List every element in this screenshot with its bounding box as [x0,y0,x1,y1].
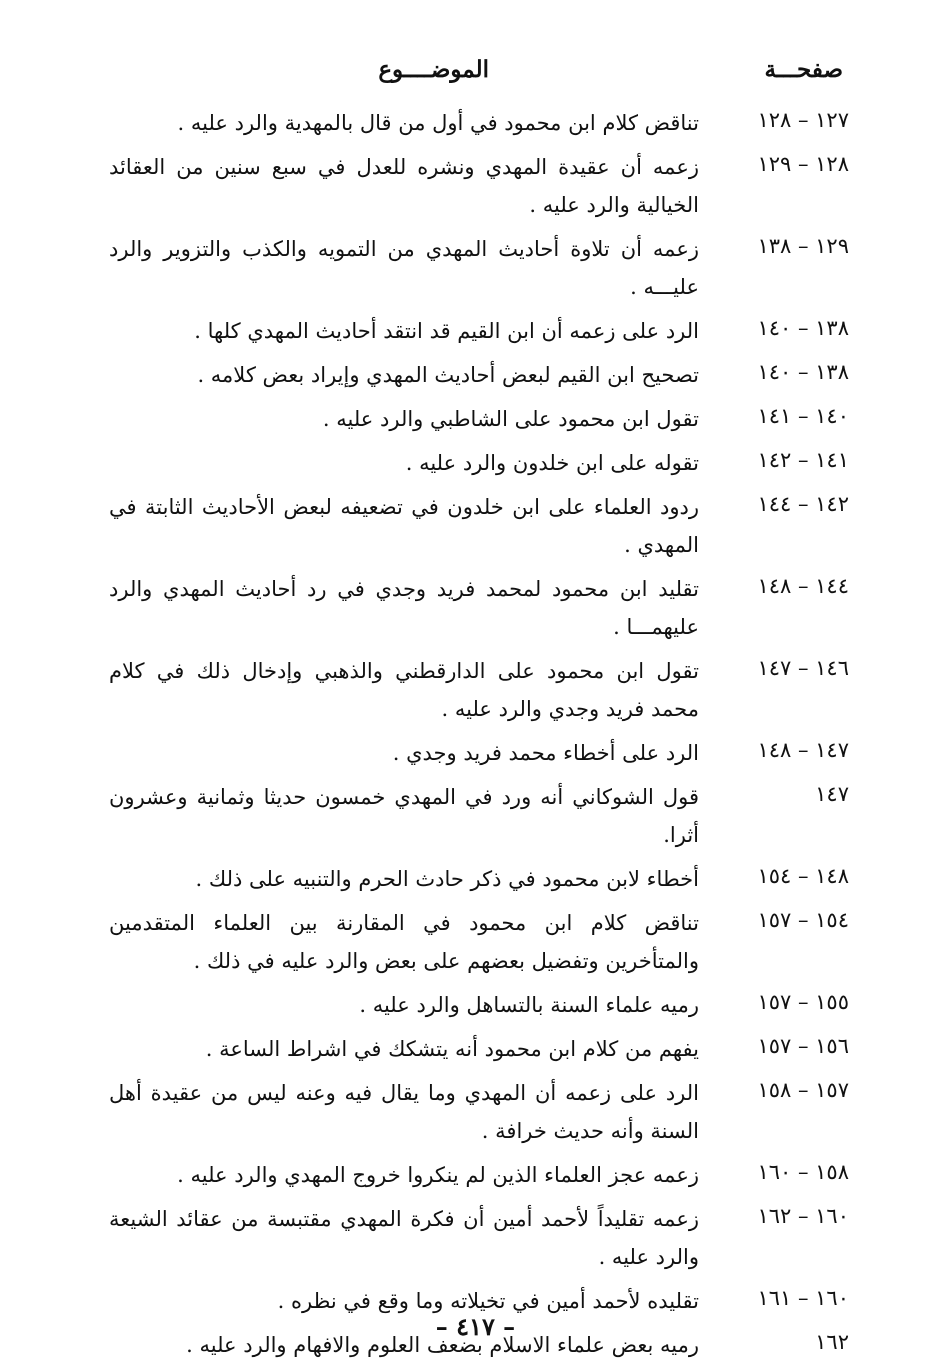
table-row [0,1074,951,1150]
table-row [0,986,951,1024]
table-row [0,652,951,728]
table-row [0,570,951,646]
page-range: ١٤٧ – ١٤٨ [757,738,849,762]
table-row [0,230,951,306]
page-range: ١٦٠ – ١٦٢ [757,1204,849,1228]
page-range: ١٢٩ – ١٣٨ [757,234,849,258]
topic-text: ردود العلماء على ابن خلدون في تضعيفه لبعض الأحاديث الثابتة في المهدي . [109,495,699,557]
table-row [0,104,951,142]
table-row [0,1200,951,1276]
page-range: ١٤٦ – ١٤٧ [757,656,849,680]
table-row [0,734,951,772]
topic-text: يفهم من كلام ابن محمود أنه يتشكك في اشراط الساعة . [205,1037,699,1061]
page-range: ١٥٤ – ١٥٧ [757,908,849,932]
contents-list [0,104,951,1370]
topic-text: رميه علماء السنة بالتساهل والرد عليه . [359,993,699,1017]
topic-text: أخطاء لابن محمود في ذكر حادث الحرم والتنبيه على ذلك . [195,867,699,891]
topic-text: زعمه تقليداً لأحمد أمين أن فكرة المهدي مقتبسة من عقائد الشيعة والرد عليه . [109,1207,699,1269]
page-range: ١٢٧ – ١٢٨ [757,108,849,132]
table-row [0,356,951,394]
page-range: ١٣٨ – ١٤٠ [757,316,849,340]
topic-text: تناقض كلام ابن محمود في أول من قال بالمهدية والرد عليه . [177,111,699,135]
page-range: ١٤٠ – ١٤١ [757,404,849,428]
page-range: ١٤٤ – ١٤٨ [757,574,849,598]
topic-text: تقول ابن محمود على الشاطبي والرد عليه . [322,407,699,431]
topic-text: رميه بعض علماء الاسلام بضعف العلوم والافهام والرد عليه . [186,1333,699,1357]
page-range: ١٦٠ – ١٦١ [757,1286,849,1310]
topic-text: زعمه أن عقيدة المهدي ونشره للعدل في سبع سنين من العقائد الخيالية والرد عليه . [109,155,699,217]
table-row [0,312,951,350]
topic-text: تقوله على ابن خلدون والرد عليه . [405,451,699,475]
page-range: ١٥٧ – ١٥٨ [757,1078,849,1102]
page-range: ١٥٨ – ١٦٠ [757,1160,849,1184]
topic-text: الرد على زعمه أن المهدي وما يقال فيه وعنه ليس من عقيدة أهل السنة وأنه حديث خرافة . [109,1081,699,1143]
table-row [0,444,951,482]
topic-text: زعمه أن تلاوة أحاديث المهدي من التمويه والكذب والتزوير والرد عليـــه . [109,237,699,299]
page-range: ١٥٦ – ١٥٧ [757,1034,849,1058]
topic-text: تقليد ابن محمود لمحمد فريد وجدي في رد أحاديث المهدي والرد عليهمـــا . [109,577,699,639]
topic-text: تصحيح ابن القيم لبعض أحاديث المهدي وإيراد بعض كلامه . [197,363,699,387]
page-range: ١٤٧ [815,782,849,806]
table-row [0,904,951,980]
page-range: ١٤٨ – ١٥٤ [757,864,849,888]
topic-text: الرد على أخطاء محمد فريد وجدي . [392,741,699,765]
table-row [0,400,951,438]
topic-text: زعمه عجز العلماء الذين لم ينكروا خروج المهدي والرد عليه . [177,1163,699,1187]
page-range: ١٦٢ [815,1330,849,1354]
page-range: ١٢٨ – ١٢٩ [757,152,849,176]
page-range: ١٣٨ – ١٤٠ [757,360,849,384]
table-row [0,860,951,898]
page-range: ١٥٥ – ١٥٧ [757,990,849,1014]
topic-text: قول الشوكاني أنه ورد في المهدي خمسون حديثا وثمانية وعشرون أثرا. [109,785,699,847]
topic-text: تقليده لأحمد أمين في تخيلاته وما وقع في نظره . [277,1289,699,1313]
topic-column-heading: الموضــــوع [378,56,489,83]
topic-text: الرد على زعمه أن ابن القيم قد انتقد أحاديث المهدي كلها . [194,319,699,343]
topic-text: تناقض كلام ابن محمود في المقارنة بين العلماء المتقدمين والمتأخرين وتفضيل بعضهم على بعض والرد عليه في ذلك . [109,911,699,973]
table-row [0,1030,951,1068]
table-row [0,488,951,564]
page-range: ١٤١ – ١٤٢ [757,448,849,472]
page-number: – ٤١٧ – [435,1312,516,1341]
table-header [0,56,951,92]
table-row [0,778,951,854]
page-column-heading: صفحـــة [764,56,843,83]
page-range: ١٤٢ – ١٤٤ [757,492,849,516]
table-row [0,1156,951,1194]
table-row [0,148,951,224]
topic-text: تقول ابن محمود على الدارقطني والذهبي وإدخال ذلك في كلام محمد فريد وجدي والرد عليه . [109,659,699,721]
